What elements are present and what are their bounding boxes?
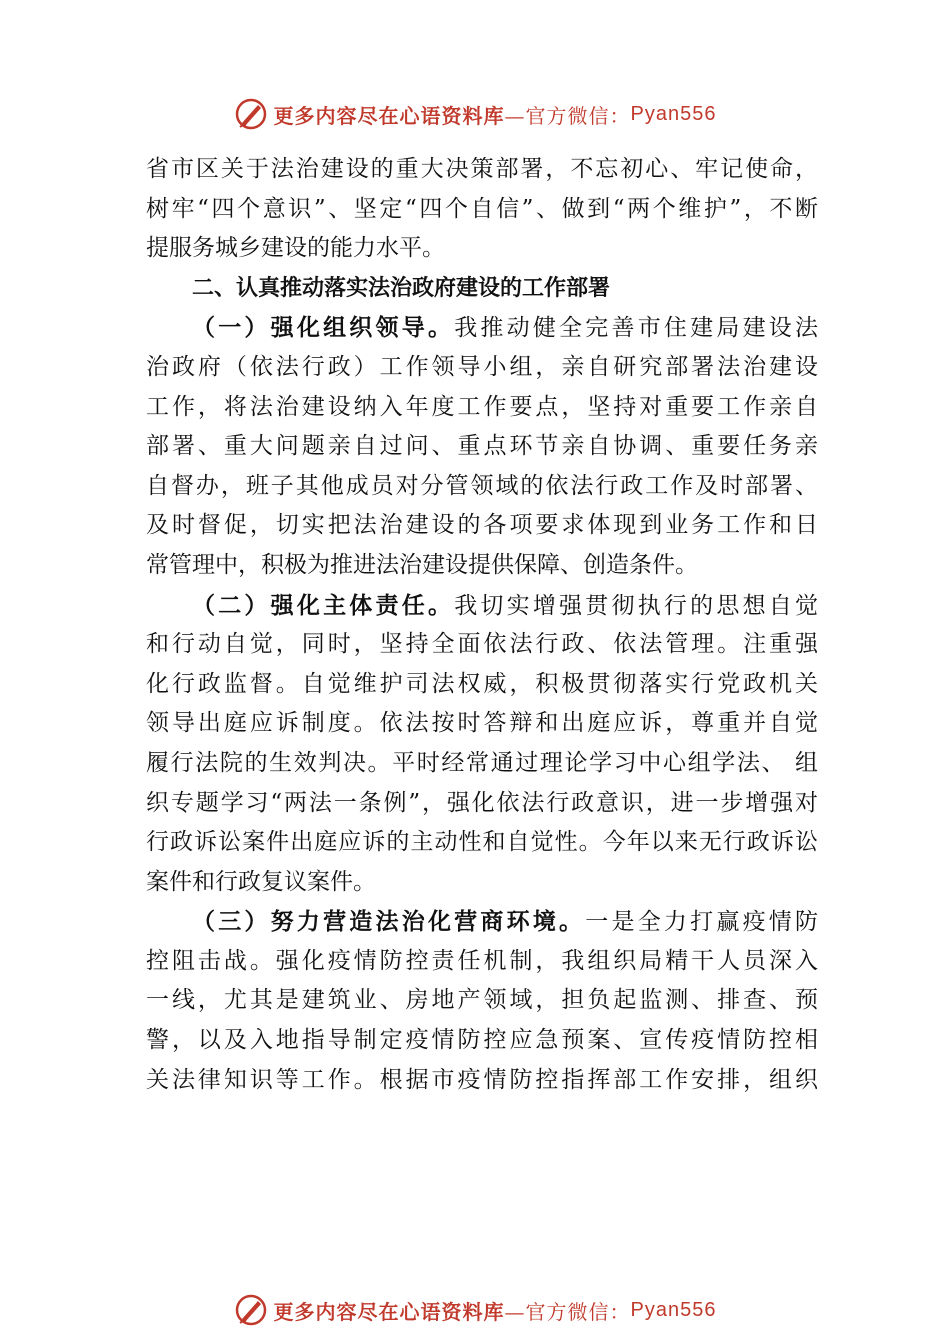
pen-logo-icon [234, 1293, 268, 1327]
watermark-text-c: Pyan556 [630, 102, 717, 125]
body-line: 履行法院的生效判决。平时经常通过理论学习中心组学法、 组 [146, 749, 818, 776]
body-line: 树牢“四个意识”、坚定“四个自信”、做到“两个维护”，不断 [146, 195, 818, 222]
watermark-text-b: —官方微信： [504, 103, 631, 128]
body-line: 案件和行政复议案件。 [146, 868, 376, 895]
paragraph-first-line [146, 586, 818, 626]
body-line: 织专题学习“两法一条例”，强化依法行政意识，进一步增强对 [146, 789, 818, 816]
paragraph-lead: （二）强化主体责任。 [192, 591, 455, 619]
body-line: 一线，尤其是建筑业、房地产领域，担负起监测、排查、预 [146, 987, 818, 1014]
body-line: 和行动自觉，同时，坚持全面依法行政、依法管理。注重强 [146, 631, 818, 658]
paragraph-lead: （一）强化组织领导。 [192, 314, 455, 342]
watermark-footer [0, 1290, 950, 1330]
body-line: 化行政监督。自觉维护司法权威，积极贯彻落实行党政机关 [146, 670, 818, 697]
body-line: 常管理中，积极为推进法治建设提供保障、创造条件。 [146, 551, 698, 578]
paragraph-text: 我切实增强贯彻执行的思想自觉 [454, 592, 818, 619]
watermark-text-b: —官方微信： [504, 1299, 631, 1324]
paragraph-first-line [146, 902, 818, 942]
paragraph-text: 一是全力打赢疫情防 [585, 909, 818, 936]
body-line: 自督办，班子其他成员对分管领域的依法行政工作及时部署、 [146, 472, 818, 499]
body-line: 控阻击战。强化疫情防控责任机制，我组织局精干人员深入 [146, 947, 818, 974]
body-line: 治政府（依法行政）工作领导小组，亲自研究部署法治建设 [146, 353, 818, 380]
body-line: 警，以及入地指导制定疫情防控应急预案、宣传疫情防控相 [146, 1027, 818, 1054]
body-line: 行政诉讼案件出庭应诉的主动性和自觉性。今年以来无行政诉讼 [146, 829, 818, 856]
body-line: 省市区关于法治建设的重大决策部署，不忘初心、牢记使命， [146, 156, 818, 182]
body-line: 工作，将法治建设纳入年度工作要点，坚持对重要工作亲自 [146, 393, 818, 420]
body-line: 部署、重大问题亲自过问、重点环节亲自协调、重要任务亲 [146, 433, 818, 460]
watermark-header [0, 94, 950, 134]
paragraph-first-line [146, 308, 818, 348]
body-line: 及时督促，切实把法治建设的各项要求体现到业务工作和日 [146, 512, 818, 539]
paragraph-text: 我推动健全完善市住建局建设法 [454, 315, 818, 342]
document-body [146, 150, 818, 1100]
watermark-text-a: 更多内容尽在心语资料库 [273, 103, 505, 128]
pen-logo-icon [234, 97, 268, 131]
body-line: 领导出庭应诉制度。依法按时答辩和出庭应诉，尊重并自觉 [146, 710, 818, 737]
section-heading: 二、认真推动落实法治政府建设的工作部署 [192, 275, 611, 301]
watermark-text-a: 更多内容尽在心语资料库 [273, 1299, 505, 1324]
body-line: 提服务城乡建设的能力水平。 [146, 235, 445, 262]
paragraph-lead: （三）努力营造法治化营商环境。 [192, 908, 586, 936]
body-line: 关法律知识等工作。根据市疫情防控指挥部工作安排，组织 [146, 1066, 818, 1093]
watermark-text-c: Pyan556 [630, 1298, 717, 1321]
